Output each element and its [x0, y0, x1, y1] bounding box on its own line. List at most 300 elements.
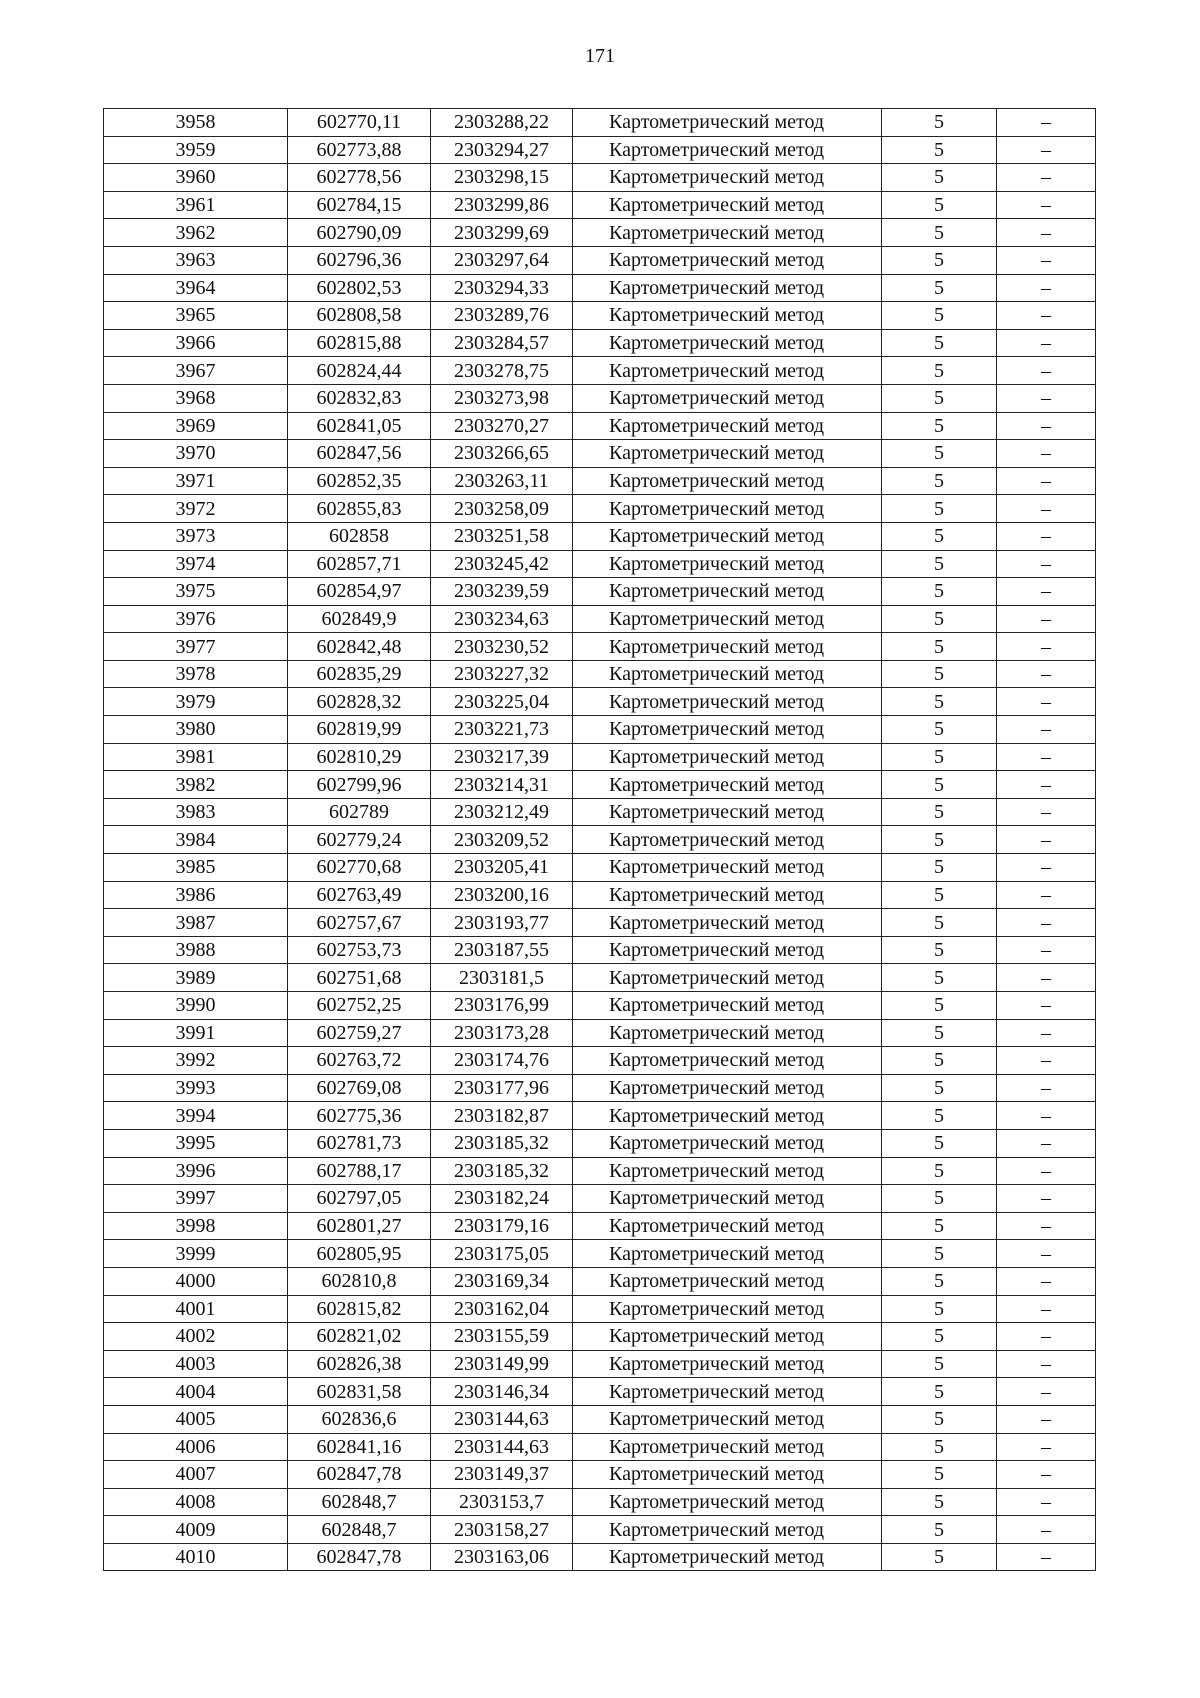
- note-cell: –: [997, 881, 1096, 909]
- table-row: [104, 219, 1096, 247]
- x-coordinate-cell: 602778,56: [288, 164, 431, 192]
- table-row: [104, 522, 1096, 550]
- table-row: [104, 633, 1096, 661]
- y-coordinate-cell: 2303214,31: [431, 771, 573, 799]
- table-row: [104, 1543, 1096, 1571]
- note-cell: –: [997, 412, 1096, 440]
- x-coordinate-cell: 602841,05: [288, 412, 431, 440]
- method-cell: Картометрический метод: [573, 109, 882, 137]
- point-number-cell: 3958: [104, 109, 288, 137]
- method-cell: Картометрический метод: [573, 992, 882, 1020]
- precision-cell: 5: [882, 1212, 997, 1240]
- note-cell: –: [997, 826, 1096, 854]
- precision-cell: 5: [882, 1488, 997, 1516]
- note-cell: –: [997, 1461, 1096, 1489]
- table-row: [104, 854, 1096, 882]
- note-cell: –: [997, 716, 1096, 744]
- y-coordinate-cell: 2303217,39: [431, 743, 573, 771]
- table-row: [104, 826, 1096, 854]
- y-coordinate-cell: 2303263,11: [431, 467, 573, 495]
- precision-cell: 5: [882, 440, 997, 468]
- table-row: [104, 1516, 1096, 1544]
- point-number-cell: 3983: [104, 798, 288, 826]
- note-cell: –: [997, 1488, 1096, 1516]
- point-number-cell: 3964: [104, 274, 288, 302]
- precision-cell: 5: [882, 1157, 997, 1185]
- x-coordinate-cell: 602808,58: [288, 302, 431, 330]
- table-row: [104, 660, 1096, 688]
- x-coordinate-cell: 602801,27: [288, 1212, 431, 1240]
- precision-cell: 5: [882, 1433, 997, 1461]
- point-number-cell: 3969: [104, 412, 288, 440]
- table-row: [104, 1323, 1096, 1351]
- x-coordinate-cell: 602805,95: [288, 1240, 431, 1268]
- point-number-cell: 3959: [104, 136, 288, 164]
- x-coordinate-cell: 602753,73: [288, 936, 431, 964]
- precision-cell: 5: [882, 522, 997, 550]
- x-coordinate-cell: 602810,8: [288, 1267, 431, 1295]
- point-number-cell: 3963: [104, 246, 288, 274]
- method-cell: Картометрический метод: [573, 302, 882, 330]
- note-cell: –: [997, 633, 1096, 661]
- y-coordinate-cell: 2303182,87: [431, 1102, 573, 1130]
- table-row: [104, 881, 1096, 909]
- y-coordinate-cell: 2303162,04: [431, 1295, 573, 1323]
- method-cell: Картометрический метод: [573, 633, 882, 661]
- note-cell: –: [997, 688, 1096, 716]
- point-number-cell: 3986: [104, 881, 288, 909]
- x-coordinate-cell: 602819,99: [288, 716, 431, 744]
- method-cell: Картометрический метод: [573, 578, 882, 606]
- table-row: [104, 936, 1096, 964]
- y-coordinate-cell: 2303185,32: [431, 1157, 573, 1185]
- x-coordinate-cell: 602775,36: [288, 1102, 431, 1130]
- table-row: [104, 578, 1096, 606]
- point-number-cell: 3998: [104, 1212, 288, 1240]
- point-number-cell: 3970: [104, 440, 288, 468]
- precision-cell: 5: [882, 302, 997, 330]
- note-cell: –: [997, 1378, 1096, 1406]
- y-coordinate-cell: 2303187,55: [431, 936, 573, 964]
- precision-cell: 5: [882, 578, 997, 606]
- x-coordinate-cell: 602797,05: [288, 1185, 431, 1213]
- point-number-cell: 3961: [104, 191, 288, 219]
- point-number-cell: 3991: [104, 1019, 288, 1047]
- point-number-cell: 3992: [104, 1047, 288, 1075]
- point-number-cell: 4009: [104, 1516, 288, 1544]
- y-coordinate-cell: 2303288,22: [431, 109, 573, 137]
- y-coordinate-cell: 2303294,27: [431, 136, 573, 164]
- table-row: [104, 164, 1096, 192]
- note-cell: –: [997, 743, 1096, 771]
- table-row: [104, 771, 1096, 799]
- method-cell: Картометрический метод: [573, 467, 882, 495]
- x-coordinate-cell: 602789: [288, 798, 431, 826]
- x-coordinate-cell: 602751,68: [288, 964, 431, 992]
- table-row: [104, 1240, 1096, 1268]
- method-cell: Картометрический метод: [573, 329, 882, 357]
- y-coordinate-cell: 2303205,41: [431, 854, 573, 882]
- table-row: [104, 909, 1096, 937]
- y-coordinate-cell: 2303239,59: [431, 578, 573, 606]
- precision-cell: 5: [882, 771, 997, 799]
- method-cell: Картометрический метод: [573, 274, 882, 302]
- x-coordinate-cell: 602852,35: [288, 467, 431, 495]
- precision-cell: 5: [882, 1019, 997, 1047]
- y-coordinate-cell: 2303144,63: [431, 1433, 573, 1461]
- point-number-cell: 3990: [104, 992, 288, 1020]
- x-coordinate-cell: 602799,96: [288, 771, 431, 799]
- x-coordinate-cell: 602773,88: [288, 136, 431, 164]
- x-coordinate-cell: 602832,83: [288, 384, 431, 412]
- point-number-cell: 3965: [104, 302, 288, 330]
- x-coordinate-cell: 602848,7: [288, 1488, 431, 1516]
- method-cell: Картометрический метод: [573, 1433, 882, 1461]
- y-coordinate-cell: 2303221,73: [431, 716, 573, 744]
- table-row: [104, 357, 1096, 385]
- note-cell: –: [997, 219, 1096, 247]
- table-row: [104, 467, 1096, 495]
- method-cell: Картометрический метод: [573, 1102, 882, 1130]
- point-number-cell: 3974: [104, 550, 288, 578]
- note-cell: –: [997, 578, 1096, 606]
- precision-cell: 5: [882, 1323, 997, 1351]
- table-row: [104, 384, 1096, 412]
- table-row: [104, 1212, 1096, 1240]
- precision-cell: 5: [882, 1129, 997, 1157]
- note-cell: –: [997, 274, 1096, 302]
- y-coordinate-cell: 2303163,06: [431, 1543, 573, 1571]
- method-cell: Картометрический метод: [573, 1047, 882, 1075]
- x-coordinate-cell: 602784,15: [288, 191, 431, 219]
- y-coordinate-cell: 2303225,04: [431, 688, 573, 716]
- table-row: [104, 1157, 1096, 1185]
- x-coordinate-cell: 602759,27: [288, 1019, 431, 1047]
- note-cell: –: [997, 109, 1096, 137]
- y-coordinate-cell: 2303149,99: [431, 1350, 573, 1378]
- point-number-cell: 3980: [104, 716, 288, 744]
- method-cell: Картометрический метод: [573, 1157, 882, 1185]
- y-coordinate-cell: 2303251,58: [431, 522, 573, 550]
- table-row: [104, 1129, 1096, 1157]
- precision-cell: 5: [882, 164, 997, 192]
- note-cell: –: [997, 1240, 1096, 1268]
- note-cell: –: [997, 1267, 1096, 1295]
- x-coordinate-cell: 602769,08: [288, 1074, 431, 1102]
- y-coordinate-cell: 2303146,34: [431, 1378, 573, 1406]
- table-row: [104, 1488, 1096, 1516]
- precision-cell: 5: [882, 1461, 997, 1489]
- method-cell: Картометрический метод: [573, 384, 882, 412]
- note-cell: –: [997, 136, 1096, 164]
- method-cell: Картометрический метод: [573, 1185, 882, 1213]
- note-cell: –: [997, 1074, 1096, 1102]
- point-number-cell: 3976: [104, 605, 288, 633]
- x-coordinate-cell: 602855,83: [288, 495, 431, 523]
- y-coordinate-cell: 2303193,77: [431, 909, 573, 937]
- point-number-cell: 4003: [104, 1350, 288, 1378]
- x-coordinate-cell: 602810,29: [288, 743, 431, 771]
- method-cell: Картометрический метод: [573, 219, 882, 247]
- precision-cell: 5: [882, 329, 997, 357]
- x-coordinate-cell: 602763,49: [288, 881, 431, 909]
- note-cell: –: [997, 1047, 1096, 1075]
- precision-cell: 5: [882, 992, 997, 1020]
- y-coordinate-cell: 2303153,7: [431, 1488, 573, 1516]
- x-coordinate-cell: 602858: [288, 522, 431, 550]
- x-coordinate-cell: 602828,32: [288, 688, 431, 716]
- x-coordinate-cell: 602790,09: [288, 219, 431, 247]
- method-cell: Картометрический метод: [573, 881, 882, 909]
- note-cell: –: [997, 1405, 1096, 1433]
- point-number-cell: 3981: [104, 743, 288, 771]
- y-coordinate-cell: 2303155,59: [431, 1323, 573, 1351]
- y-coordinate-cell: 2303149,37: [431, 1461, 573, 1489]
- y-coordinate-cell: 2303176,99: [431, 992, 573, 1020]
- point-number-cell: 3988: [104, 936, 288, 964]
- method-cell: Картометрический метод: [573, 798, 882, 826]
- x-coordinate-cell: 602836,6: [288, 1405, 431, 1433]
- x-coordinate-cell: 602770,11: [288, 109, 431, 137]
- table-row: [104, 1185, 1096, 1213]
- y-coordinate-cell: 2303181,5: [431, 964, 573, 992]
- y-coordinate-cell: 2303266,65: [431, 440, 573, 468]
- note-cell: –: [997, 1157, 1096, 1185]
- y-coordinate-cell: 2303273,98: [431, 384, 573, 412]
- method-cell: Картометрический метод: [573, 605, 882, 633]
- point-number-cell: 4000: [104, 1267, 288, 1295]
- point-number-cell: 3993: [104, 1074, 288, 1102]
- point-number-cell: 3960: [104, 164, 288, 192]
- precision-cell: 5: [882, 688, 997, 716]
- method-cell: Картометрический метод: [573, 1212, 882, 1240]
- note-cell: –: [997, 329, 1096, 357]
- y-coordinate-cell: 2303278,75: [431, 357, 573, 385]
- x-coordinate-cell: 602826,38: [288, 1350, 431, 1378]
- point-number-cell: 4005: [104, 1405, 288, 1433]
- table-row: [104, 246, 1096, 274]
- point-number-cell: 3975: [104, 578, 288, 606]
- method-cell: Картометрический метод: [573, 964, 882, 992]
- method-cell: Картометрический метод: [573, 1543, 882, 1571]
- method-cell: Картометрический метод: [573, 1074, 882, 1102]
- point-number-cell: 3968: [104, 384, 288, 412]
- method-cell: Картометрический метод: [573, 854, 882, 882]
- method-cell: Картометрический метод: [573, 743, 882, 771]
- point-number-cell: 3977: [104, 633, 288, 661]
- y-coordinate-cell: 2303270,27: [431, 412, 573, 440]
- precision-cell: 5: [882, 716, 997, 744]
- point-number-cell: 3996: [104, 1157, 288, 1185]
- table-row: [104, 1350, 1096, 1378]
- point-number-cell: 3987: [104, 909, 288, 937]
- point-number-cell: 3989: [104, 964, 288, 992]
- table-row: [104, 109, 1096, 137]
- method-cell: Картометрический метод: [573, 522, 882, 550]
- note-cell: –: [997, 1185, 1096, 1213]
- point-number-cell: 3973: [104, 522, 288, 550]
- point-number-cell: 3971: [104, 467, 288, 495]
- x-coordinate-cell: 602815,82: [288, 1295, 431, 1323]
- table-row: [104, 412, 1096, 440]
- precision-cell: 5: [882, 854, 997, 882]
- precision-cell: 5: [882, 909, 997, 937]
- note-cell: –: [997, 964, 1096, 992]
- x-coordinate-cell: 602821,02: [288, 1323, 431, 1351]
- point-number-cell: 3978: [104, 660, 288, 688]
- method-cell: Картометрический метод: [573, 1019, 882, 1047]
- method-cell: Картометрический метод: [573, 909, 882, 937]
- note-cell: –: [997, 246, 1096, 274]
- x-coordinate-cell: 602757,67: [288, 909, 431, 937]
- method-cell: Картометрический метод: [573, 1461, 882, 1489]
- method-cell: Картометрический метод: [573, 1378, 882, 1406]
- note-cell: –: [997, 467, 1096, 495]
- y-coordinate-cell: 2303175,05: [431, 1240, 573, 1268]
- point-number-cell: 3962: [104, 219, 288, 247]
- precision-cell: 5: [882, 384, 997, 412]
- precision-cell: 5: [882, 136, 997, 164]
- x-coordinate-cell: 602788,17: [288, 1157, 431, 1185]
- page-number: 171: [585, 45, 615, 67]
- note-cell: –: [997, 1019, 1096, 1047]
- point-number-cell: 4006: [104, 1433, 288, 1461]
- table-row: [104, 1295, 1096, 1323]
- method-cell: Картометрический метод: [573, 550, 882, 578]
- precision-cell: 5: [882, 219, 997, 247]
- method-cell: Картометрический метод: [573, 246, 882, 274]
- y-coordinate-cell: 2303298,15: [431, 164, 573, 192]
- x-coordinate-cell: 602770,68: [288, 854, 431, 882]
- precision-cell: 5: [882, 495, 997, 523]
- note-cell: –: [997, 605, 1096, 633]
- precision-cell: 5: [882, 826, 997, 854]
- y-coordinate-cell: 2303173,28: [431, 1019, 573, 1047]
- table-row: [104, 1461, 1096, 1489]
- note-cell: –: [997, 384, 1096, 412]
- y-coordinate-cell: 2303289,76: [431, 302, 573, 330]
- x-coordinate-cell: 602815,88: [288, 329, 431, 357]
- table-row: [104, 329, 1096, 357]
- y-coordinate-cell: 2303234,63: [431, 605, 573, 633]
- y-coordinate-cell: 2303174,76: [431, 1047, 573, 1075]
- note-cell: –: [997, 440, 1096, 468]
- precision-cell: 5: [882, 1047, 997, 1075]
- method-cell: Картометрический метод: [573, 1129, 882, 1157]
- y-coordinate-cell: 2303185,32: [431, 1129, 573, 1157]
- x-coordinate-cell: 602849,9: [288, 605, 431, 633]
- x-coordinate-cell: 602824,44: [288, 357, 431, 385]
- note-cell: –: [997, 1350, 1096, 1378]
- y-coordinate-cell: 2303297,64: [431, 246, 573, 274]
- y-coordinate-cell: 2303212,49: [431, 798, 573, 826]
- precision-cell: 5: [882, 191, 997, 219]
- table-row: [104, 992, 1096, 1020]
- method-cell: Картометрический метод: [573, 357, 882, 385]
- precision-cell: 5: [882, 1295, 997, 1323]
- table-row: [104, 1433, 1096, 1461]
- x-coordinate-cell: 602854,97: [288, 578, 431, 606]
- note-cell: –: [997, 992, 1096, 1020]
- method-cell: Картометрический метод: [573, 1240, 882, 1268]
- y-coordinate-cell: 2303158,27: [431, 1516, 573, 1544]
- precision-cell: 5: [882, 1185, 997, 1213]
- precision-cell: 5: [882, 881, 997, 909]
- y-coordinate-cell: 2303245,42: [431, 550, 573, 578]
- table-row: [104, 1405, 1096, 1433]
- method-cell: Картометрический метод: [573, 136, 882, 164]
- method-cell: Картометрический метод: [573, 1516, 882, 1544]
- note-cell: –: [997, 164, 1096, 192]
- precision-cell: 5: [882, 1405, 997, 1433]
- table-row: [104, 688, 1096, 716]
- table-row: [104, 716, 1096, 744]
- method-cell: Картометрический метод: [573, 688, 882, 716]
- table-row: [104, 302, 1096, 330]
- note-cell: –: [997, 909, 1096, 937]
- point-number-cell: 4002: [104, 1323, 288, 1351]
- table-row: [104, 743, 1096, 771]
- y-coordinate-cell: 2303258,09: [431, 495, 573, 523]
- table-row: [104, 605, 1096, 633]
- method-cell: Картометрический метод: [573, 826, 882, 854]
- precision-cell: 5: [882, 550, 997, 578]
- x-coordinate-cell: 602842,48: [288, 633, 431, 661]
- note-cell: –: [997, 302, 1096, 330]
- method-cell: Картометрический метод: [573, 1295, 882, 1323]
- note-cell: –: [997, 357, 1096, 385]
- y-coordinate-cell: 2303177,96: [431, 1074, 573, 1102]
- precision-cell: 5: [882, 964, 997, 992]
- note-cell: –: [997, 1212, 1096, 1240]
- note-cell: –: [997, 854, 1096, 882]
- point-number-cell: 3984: [104, 826, 288, 854]
- x-coordinate-cell: 602796,36: [288, 246, 431, 274]
- point-number-cell: 4010: [104, 1543, 288, 1571]
- x-coordinate-cell: 602848,7: [288, 1516, 431, 1544]
- precision-cell: 5: [882, 467, 997, 495]
- table-row: [104, 1378, 1096, 1406]
- method-cell: Картометрический метод: [573, 164, 882, 192]
- precision-cell: 5: [882, 1378, 997, 1406]
- point-number-cell: 3994: [104, 1102, 288, 1130]
- coordinates-table: [103, 108, 1096, 1571]
- x-coordinate-cell: 602835,29: [288, 660, 431, 688]
- table-row: [104, 274, 1096, 302]
- method-cell: Картометрический метод: [573, 191, 882, 219]
- table-row: [104, 798, 1096, 826]
- method-cell: Картометрический метод: [573, 1488, 882, 1516]
- y-coordinate-cell: 2303284,57: [431, 329, 573, 357]
- x-coordinate-cell: 602763,72: [288, 1047, 431, 1075]
- y-coordinate-cell: 2303294,33: [431, 274, 573, 302]
- precision-cell: 5: [882, 633, 997, 661]
- table-row: [104, 550, 1096, 578]
- y-coordinate-cell: 2303209,52: [431, 826, 573, 854]
- method-cell: Картометрический метод: [573, 716, 882, 744]
- precision-cell: 5: [882, 743, 997, 771]
- table-row: [104, 495, 1096, 523]
- x-coordinate-cell: 602857,71: [288, 550, 431, 578]
- point-number-cell: 3972: [104, 495, 288, 523]
- y-coordinate-cell: 2303200,16: [431, 881, 573, 909]
- precision-cell: 5: [882, 798, 997, 826]
- precision-cell: 5: [882, 274, 997, 302]
- note-cell: –: [997, 1433, 1096, 1461]
- method-cell: Картометрический метод: [573, 1350, 882, 1378]
- note-cell: –: [997, 1102, 1096, 1130]
- precision-cell: 5: [882, 1543, 997, 1571]
